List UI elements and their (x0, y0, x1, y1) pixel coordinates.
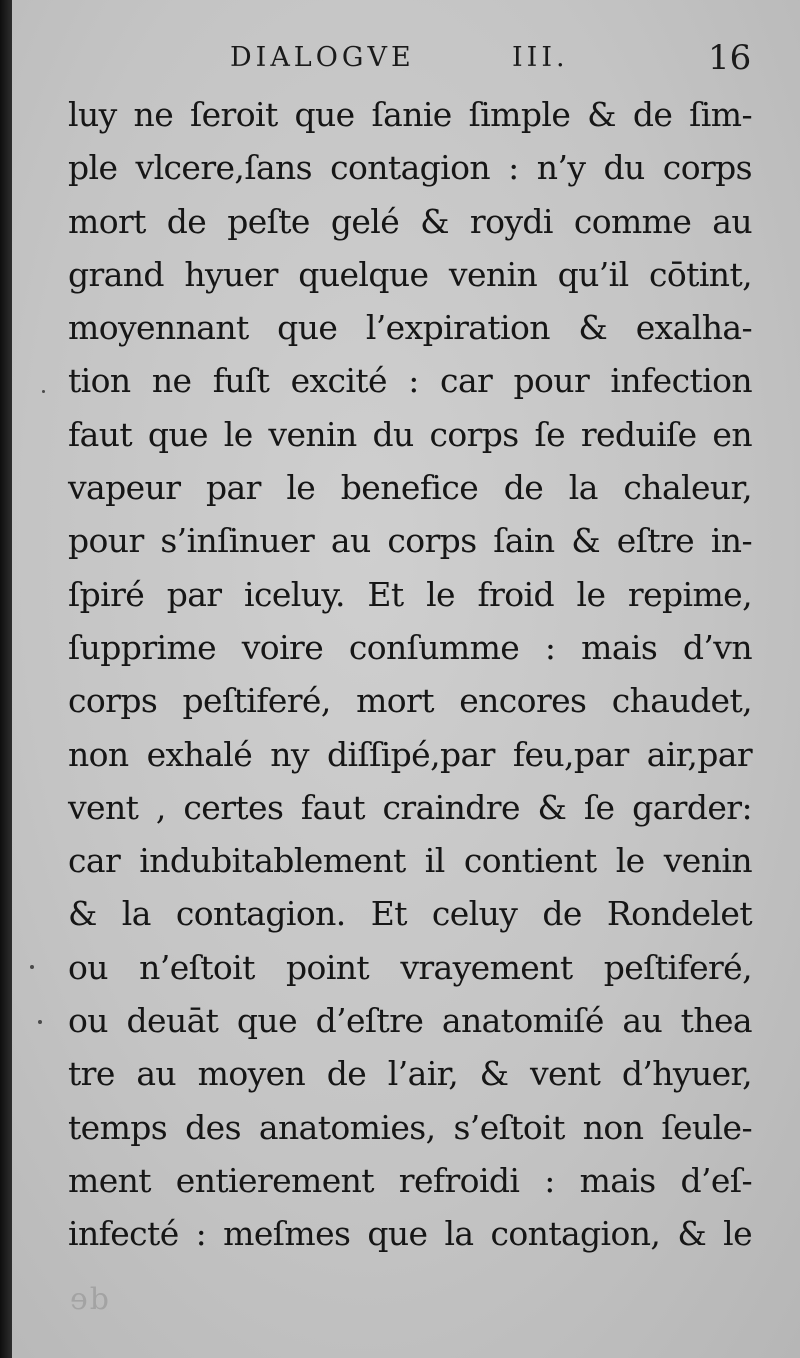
text-line: ou n’eſtoit point vrayement peſtiferé, (68, 947, 752, 987)
bleed-through-text: ɘb (70, 1282, 111, 1317)
text-line: luy ne ſeroit que ſanie ſimple & de ſim- (68, 95, 752, 134)
book-page (12, 0, 800, 1358)
text-line: moyennant que l’expiration & exalha- (68, 308, 752, 348)
text-line: ſpiré par iceluy. Et le froid le repime, (68, 574, 752, 614)
running-head-dialogue-number: III. (512, 42, 569, 73)
running-head (12, 38, 800, 82)
text-line: pour s’inſinuer au corps ſain & eſtre in- (68, 521, 752, 561)
text-line: ſupprime voire conſumme : mais d’vn (68, 627, 752, 667)
text-line: faut que le venin du corps ſe reduiſe en (68, 414, 752, 454)
text-line: ple vlcere,ſans contagion : n’y du corps (68, 148, 752, 188)
text-line: car indubitablement il contient le venin (68, 841, 752, 881)
text-line: tion ne fuſt excité : car pour infection (68, 361, 752, 401)
text-line: temps des anatomies, s’eſtoit non ſeule- (68, 1107, 752, 1147)
paper-speck (30, 965, 34, 969)
text-line: ment entierement refroidi : mais d’eſ- (68, 1160, 752, 1200)
page-number: 16 (708, 38, 752, 78)
text-line: tre au moyen de l’air, & vent d’hyuer, (68, 1054, 752, 1094)
body-text (68, 88, 752, 1261)
text-line: non exhalé ny diſſipé,par feu,par air,par (68, 734, 752, 774)
text-line: mort de peſte gelé & roydi comme au (68, 201, 752, 241)
paper-speck (38, 1020, 42, 1024)
text-line: infecté : meſmes que la contagion, & le (68, 1214, 752, 1254)
running-head-title: DIALOGVE (230, 42, 415, 73)
text-line: & la contagion. Et celuy de Rondelet (68, 894, 752, 934)
text-line: grand hyuer quelque venin qu’il cōtint, (68, 254, 752, 294)
text-line: vent , certes faut craindre & ſe garder: (68, 787, 752, 827)
text-line: corps peſtiferé, mort encores chaudet, (68, 681, 752, 721)
paper-speck (42, 390, 45, 393)
text-line: vapeur par le benefice de la chaleur, (68, 468, 752, 508)
text-line: ou deuāt que d’eſtre anatomiſé au thea (68, 1001, 752, 1041)
page-edge-shadow (0, 0, 12, 1358)
